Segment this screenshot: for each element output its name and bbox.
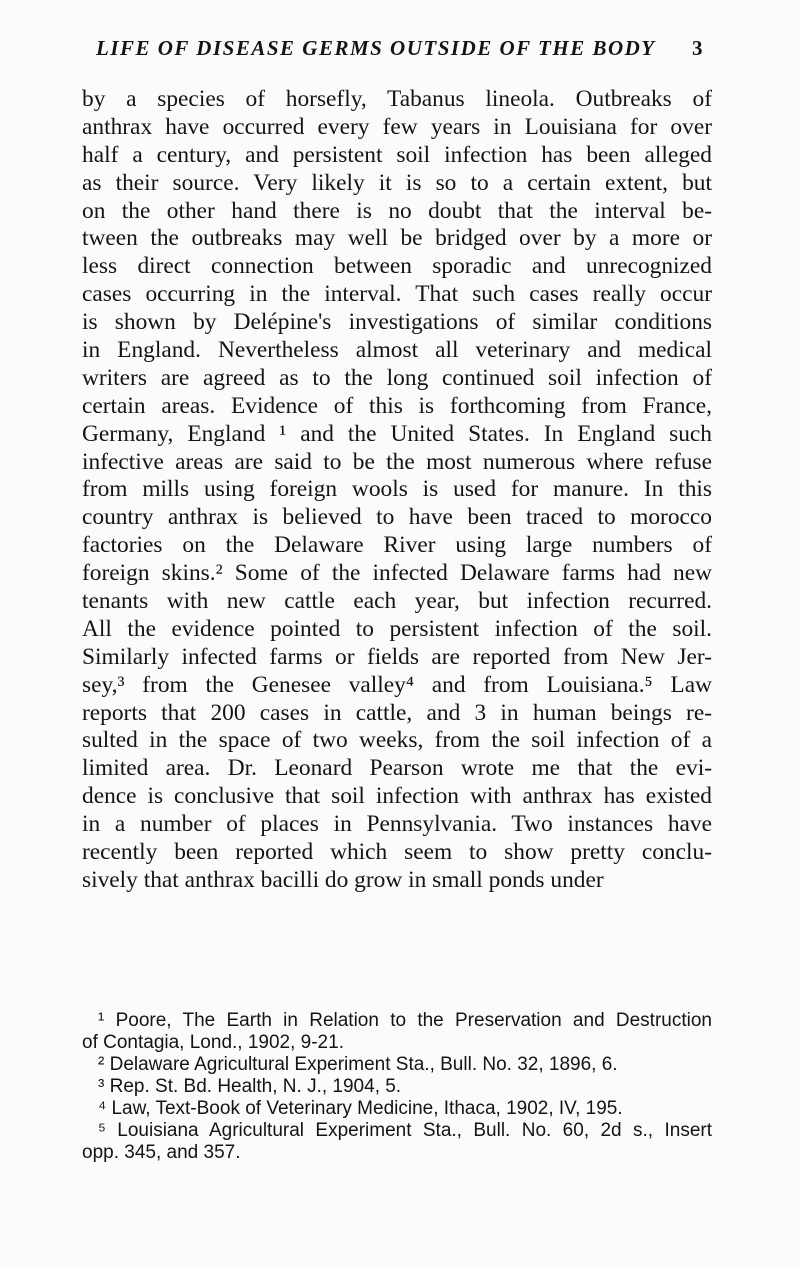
body-line: limited area. Dr. Leonard Pearson wrote me that the evi- (82, 755, 712, 782)
body-line: in England. Nevertheless almost all veterinary and medical (82, 337, 712, 364)
body-line: All the evidence pointed to persistent infection of the soil. (82, 615, 712, 642)
body-line: cases occurring in the interval. That such cases really occur (82, 281, 712, 308)
body-line: Germany, England ¹ and the United States. In England such (82, 420, 712, 447)
body-line: on the other hand there is no doubt that the interval be- (82, 197, 712, 224)
body-line: writers are agreed as to the long continued soil infection of (82, 364, 712, 391)
page-header (74, 36, 704, 66)
body-line: factories on the Delaware River using large numbers of (82, 532, 712, 559)
body-line: anthrax have occurred every few years in Louisiana for over (82, 113, 712, 140)
body-line: as their source. Very likely it is so to a certain extent, but (82, 169, 712, 196)
footnote-line: ¹ Poore, The Earth in Relation to the Preservation and Destruction (98, 1010, 712, 1031)
body-line: from mills using foreign wools is used for manure. In this (82, 476, 712, 503)
footnote-line: of Contagia, Lond., 1902, 9-21. (82, 1032, 344, 1053)
body-line: dence is conclusive that soil infection with anthrax has existed (82, 783, 712, 810)
body-line: country anthrax is believed to have been traced to morocco (82, 504, 712, 531)
body-line: in a number of places in Pennsylvania. Two instances have (82, 811, 712, 838)
footnote-line: opp. 345, and 357. (82, 1142, 241, 1163)
footnote-line: ² Delaware Agricultural Experiment Sta., Bull. No. 32, 1896, 6. (98, 1054, 618, 1075)
body-line: by a species of horsefly, Tabanus lineola. Outbreaks of (82, 86, 712, 112)
body-line: foreign skins.² Some of the infected Delaware farms had new (82, 560, 712, 587)
footnote-line: ³ Rep. St. Bd. Health, N. J., 1904, 5. (98, 1076, 402, 1097)
body-line: tween the outbreaks may well be bridged over by a more or (82, 225, 712, 252)
footnote-line: ⁴ Law, Text-Book of Veterinary Medicine, Ithaca, 1902, IV, 195. (98, 1098, 623, 1119)
running-title: LIFE OF DISEASE GERMS OUTSIDE OF THE BODY (96, 36, 656, 60)
page-number: 3 (692, 36, 704, 60)
body-line: Similarly infected farms or fields are reported from New Jer- (82, 643, 712, 670)
body-text (82, 86, 712, 895)
body-line: sively that anthrax bacilli do grow in small ponds under (82, 866, 604, 893)
body-line: infective areas are said to be the most numerous where refuse (82, 448, 712, 475)
body-line: sey,³ from the Genesee valley⁴ and from Louisiana.⁵ Law (82, 671, 712, 698)
body-line: tenants with new cattle each year, but infection recurred. (82, 588, 712, 615)
footnote-line: ⁵ Louisiana Agricultural Experiment Sta., Bull. No. 60, 2d s., Insert (98, 1120, 712, 1141)
footnotes (82, 1010, 712, 1164)
body-line: half a century, and persistent soil infection has been alleged (82, 141, 712, 168)
body-line: recently been reported which seem to show pretty conclu- (82, 839, 712, 866)
body-line: sulted in the space of two weeks, from the soil infection of a (82, 727, 712, 754)
body-line: less direct connection between sporadic and unrecognized (82, 253, 712, 280)
body-line: certain areas. Evidence of this is forthcoming from France, (82, 392, 712, 419)
body-line: reports that 200 cases in cattle, and 3 in human beings re- (82, 699, 712, 726)
body-line: is shown by Delépine's investigations of similar conditions (82, 309, 712, 336)
